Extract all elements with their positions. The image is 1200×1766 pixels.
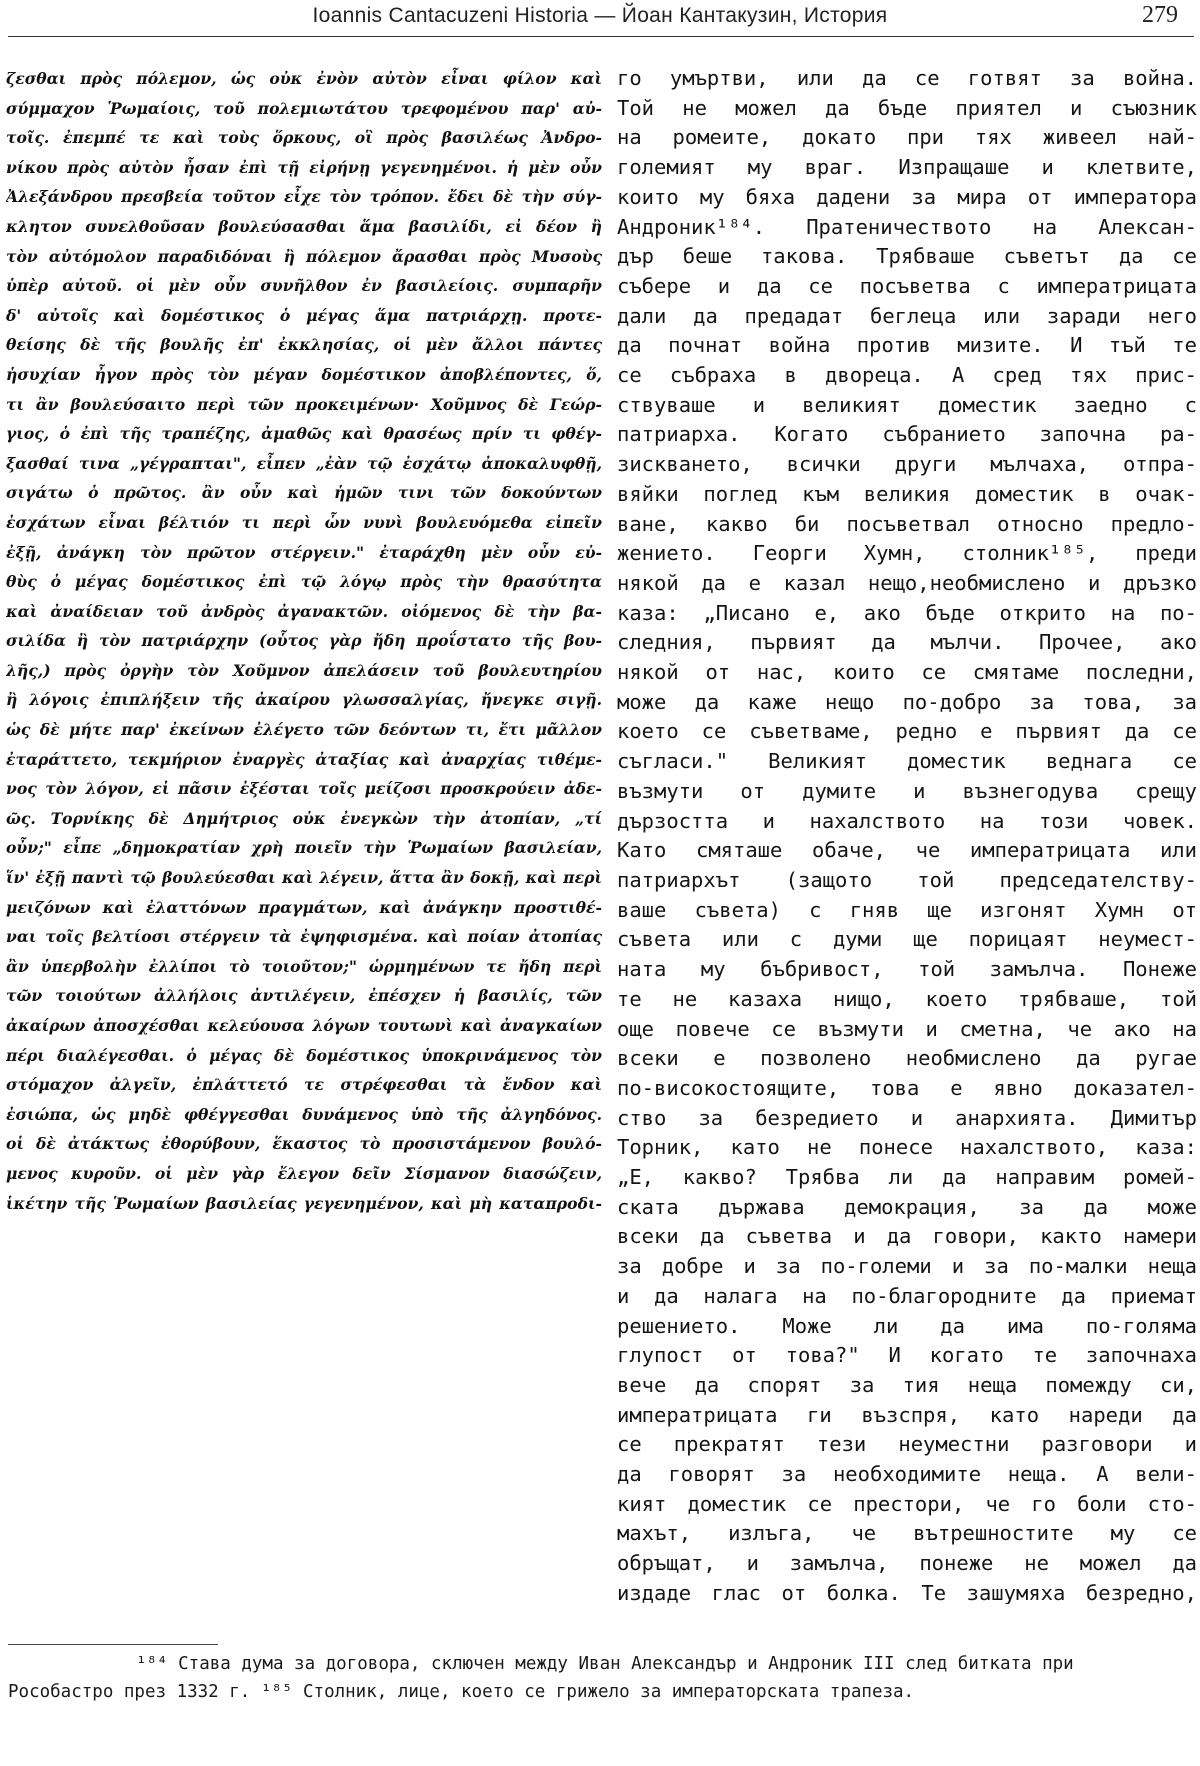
running-title: Ioannis Cantacuzeni Historia — Йоан Кантакузин, История — [312, 4, 888, 27]
greek-text-line: ἱκέτην τῆς Ῥωμαίων βασιλείας γεγενημένον, καὶ μὴ καταπροδι- — [6, 1193, 602, 1213]
bulgarian-text-line: дързостта и нахалството на този човек. — [617, 808, 1197, 833]
bulgarian-text-line: кият доместик се престори, че го боли сто- — [617, 1491, 1197, 1516]
bulgarian-text-line: ване, какво би посъветвал относно предло- — [617, 511, 1197, 536]
greek-text-line: λῆς,) πρὸς ὀργὴν τὸν Χοῦμνον ἀπελάσειν τοῦ βουλευτηρίου — [6, 660, 602, 680]
bulgarian-text-line: Той не можел да бъде приятел и съюзник — [617, 95, 1197, 120]
bulgarian-text-line: на ромеите, докато при тях живеел най- — [617, 125, 1197, 150]
greek-text-line: τῶν τοιούτων ἀλλήλοις ἀντιλέγειν, ἐπέσχεν ἡ βασιλίς, τῶν — [6, 986, 602, 1006]
footnote-184-185-continued: Рособастро през 1332 г. ¹⁸⁵ Столник, лице, което се грижело за императорската трапеза. — [8, 1682, 915, 1702]
greek-text-line: ὑπὲρ αὐτοῦ. οἱ μὲν οὖν συνῆλθον ἐν βασιλείοις. συμπαρῆν — [6, 276, 602, 296]
greek-text-line: ἀκαίρων ἀποσχέσθαι κελεύουσα λόγων τουτωνὶ καὶ ἀναγκαίων — [6, 1016, 602, 1035]
bulgarian-text-line: вяйки поглед към великия доместик в очак- — [617, 481, 1197, 506]
greek-text-column — [6, 64, 602, 1604]
bulgarian-text-line: издаде глас от болка. Те зашумяха безредно, — [617, 1580, 1197, 1604]
bulgarian-text-line: още повече се възмути и сметна, че ако на — [617, 1016, 1197, 1041]
page-number: 279 — [1142, 2, 1178, 28]
bulgarian-text-line: го умъртви, или да се готвят за война. — [617, 66, 1197, 90]
bulgarian-text-line: по-високостоящите, това е явно доказател- — [617, 1075, 1197, 1100]
greek-text-line: νίκου πρὸς αὐτὸν ἦσαν ἐπὶ τῇ εἰρήνῃ γεγενημένοι. ἡ μὲν οὖν — [6, 157, 602, 177]
greek-text-line: θείσης δὲ τῆς βουλῆς ἐπ' ἐκκλησίας, οἱ μὲν ἄλλοι πάντες — [6, 335, 602, 355]
bulgarian-text-line: се събраха в двореца. А сред тях прис- — [617, 363, 1197, 388]
greek-text-line: ὡς δὲ μήτε παρ' ἐκείνων ἐλέγετο τῶν δεόντων τι, ἔτι μᾶλλον — [6, 720, 602, 740]
greek-text-line: σιλίδα ἢ τὸν πατριάρχην (οὗτος γὰρ ἤδη προΐστατο τῆς βου- — [6, 631, 602, 651]
bulgarian-text-line: ната му бъбривост, той замълча. Понеже — [617, 957, 1197, 982]
bulgarian-text-column — [617, 64, 1197, 1604]
bulgarian-text-line: Андроник¹⁸⁴. Пратеничеството на Алексан- — [617, 214, 1197, 239]
footnote-184: ¹⁸⁴ Става дума за договора, сключен между Иван Александър и Андроник III след битката при — [136, 1654, 1074, 1674]
bulgarian-text-line: което се съветваме, редно е първият да се — [617, 719, 1197, 744]
bulgarian-text-line: се прекратят тези неуместни разговори и — [617, 1432, 1197, 1457]
bulgarian-text-line: дър беше такова. Трябваше съветът да се — [617, 244, 1197, 269]
header-rule — [8, 36, 1194, 37]
greek-text-line: σιγάτω ὁ πρῶτος. ἂν οὖν καὶ ἡμῶν τινι τῶν δοκούντων — [6, 483, 602, 503]
greek-text-line: ἐξῇ, ἀνάγκη τὸν πρῶτον στέργειν." ἐταράχθη μὲν οὖν εὐ- — [6, 542, 602, 562]
greek-text-line: ξασθαί τινα „γέγραπται", εἶπεν „ἐὰν τῷ ἐσχάτῳ ἀποκαλυφθῇ, — [6, 453, 602, 473]
greek-text-line: νος τὸν λόγον, εἰ πᾶσιν ἐξέσται τοῖς μείζοσι προσκρούειν ἀδε- — [6, 779, 602, 799]
bulgarian-text-line: ваше съвета) с гняв ще изгонят Хумн от — [617, 897, 1197, 922]
bulgarian-text-line: жението. Георги Хумн, столник¹⁸⁵, преди — [617, 541, 1197, 566]
bulgarian-text-line: и да налага на по-благородните да приемат — [617, 1283, 1197, 1308]
bulgarian-text-line: може да каже нещо по-добро за това, за — [617, 689, 1197, 714]
bulgarian-text-line: възмути от думите и възнегодува срещу — [617, 778, 1197, 803]
greek-text-line: τοῖς. ἐπεμπέ τε καὶ τοὺς ὅρκους, οἳ πρὸς βασιλέως Ἀνδρο- — [6, 128, 602, 148]
bulgarian-text-line: ствуваше и великият доместик заедно с — [617, 392, 1197, 417]
greek-text-line: τὸν αὐτόμολον παραδιδόναι ἢ πόλεμον ἄρασθαι πρὸς Μυσοὺς — [6, 246, 602, 266]
bulgarian-text-line: някой да е казал нещо,необмислено и дръзко — [617, 570, 1197, 595]
greek-text-line: δ' αὐτοῖς καὶ δομέστικος ὁ μέγας ἅμα πατριάρχῃ. προτε- — [6, 305, 602, 325]
greek-text-line: μειζόνων καὶ ἐλαττόνων πραγμάτων, καὶ ἀνάγκην προστιθέ- — [6, 897, 602, 917]
bulgarian-text-line: ската държава демокрация, за да може — [617, 1194, 1197, 1219]
bulgarian-text-line: всеки е позволено необмислено да ругае — [617, 1046, 1197, 1071]
greek-text-line: τι ἂν βουλεύσαιτο περὶ τῶν προκειμένων· Χοῦμνος δὲ Γεώρ- — [6, 394, 602, 414]
bulgarian-text-line: за добре и за по-големи и за по-малки неща — [617, 1254, 1197, 1279]
greek-text-line: ἂν ὑπερβολὴν ἐλλίποι τὸ τοιοῦτον;" ὡρμημένων τε ἤδη περὶ — [6, 956, 602, 976]
greek-text-line: μενος κυροῦν. οἱ μὲν γὰρ ἔλεγον δεῖν Σίσμανον διασώζειν, — [6, 1163, 602, 1183]
bulgarian-text-line: дали да предадат беглеца или заради него — [617, 303, 1197, 328]
bulgarian-text-line: вече да спорят за тия неща помежду си, — [617, 1372, 1197, 1397]
page-header — [0, 0, 1200, 44]
bulgarian-text-line: да почнат война против мизите. И тъй те — [617, 333, 1197, 358]
greek-text-line: οἱ δὲ ἀτάκτως ἐθορύβουν, ἕκαστος τὸ προσιστάμενον βουλό- — [6, 1134, 602, 1154]
bulgarian-text-line: „Е, какво? Трябва ли да направим ромей- — [617, 1165, 1197, 1190]
greek-text-line: σύμμαχον Ῥωμαίοις, τοῦ πολεμιωτάτου τρεφομένου παρ' αὐ- — [6, 98, 602, 118]
bulgarian-text-line: Като смяташе обаче, че императрицата или — [617, 838, 1197, 863]
bulgarian-text-line: големият му враг. Изпращаше и клетвите, — [617, 155, 1197, 180]
greek-text-line: ἐσχάτων εἶναι βέλτιόν τι περὶ ὧν νυνὶ βουλευόμεθα εἰπεῖν — [6, 512, 602, 532]
bulgarian-text-line: ство за безредието и анархията. Димитър — [617, 1105, 1197, 1130]
greek-text-line: κλητον συνελθοῦσαν βουλεύσασθαι ἅμα βασιλίδι, εἰ δέον ἢ — [6, 216, 602, 236]
bulgarian-text-line: които му бяха дадени за мира от императора — [617, 184, 1197, 209]
greek-text-line: ῶς. Τορνίκης δὲ Δημήτριος οὐκ ἐνεγκὼν τὴν ἀτοπίαν, „τί — [6, 808, 602, 828]
bulgarian-text-line: императрицата ги възспря, като нареди да — [617, 1402, 1197, 1427]
greek-text-line: ἐσιώπα, ὡς μηδὲ φθέγγεσθαι δυνάμενος ὑπὸ τῆς ἀλγηδόνος. — [6, 1104, 602, 1124]
greek-text-line: πέρι διαλέγεσθαι. ὁ μέγας δὲ δομέστικος ὑποκρινάμενος τὸν — [6, 1045, 602, 1065]
bulgarian-text-line: да говорят за необходимите неща. А вели- — [617, 1462, 1197, 1487]
bulgarian-text-line: каза: „Писано е, ако бъде открито на по- — [617, 600, 1197, 625]
bulgarian-text-line: решението. Може ли да има по-голяма — [617, 1313, 1197, 1338]
bulgarian-text-line: патриархът (защото той председателству- — [617, 867, 1197, 892]
greek-text-line: γιος, ὁ ἐπὶ τῆς τραπέζης, ἀμαθῶς καὶ θρασέως πρίν τι φθέγ- — [6, 424, 602, 444]
greek-text-line: Ἀλεξάνδρου πρεσβεία τοῦτον εἶχε τὸν τρόπον. ἔδει δὲ τὴν σύγ- — [6, 187, 602, 207]
greek-text-line: ἡσυχίαν ἦγον πρὸς τὸν μέγαν δομέστικον ἀποβλέποντες, ὅ, — [6, 364, 602, 384]
greek-text-line: ἵν' ἐξῇ παντὶ τῷ βουλεύεσθαι καὶ λέγειν, ἅττα ἂν δοκῇ, καὶ περὶ — [6, 868, 602, 888]
greek-text-line: θὺς ὁ μέγας δομέστικος ἐπὶ τῷ λόγῳ πρὸς τὴν θρασύτητα — [6, 572, 602, 592]
greek-text-line: καὶ ἀναίδειαν τοῦ ἀνδρὸς ἀγανακτῶν. οἰόμενος δὲ τὴν βα- — [6, 601, 602, 621]
bulgarian-text-line: Торник, като не понесе нахалството, каза: — [617, 1135, 1197, 1160]
bulgarian-text-line: съгласи." Великият доместик веднага се — [617, 749, 1197, 774]
greek-text-line: οὖν;" εἶπε „δημοκρατίαν χρὴ ποιεῖν τὴν Ῥωμαίων βασιλείαν, — [6, 838, 602, 858]
bulgarian-text-line: обръщат, и замълча, понеже не можел да — [617, 1551, 1197, 1576]
footnotes — [8, 1650, 1194, 1706]
bulgarian-text-line: махът, излъга, че вътрешностите му се — [617, 1521, 1197, 1546]
greek-text-line: ἢ λόγοις ἐπιπλήξειν τῆς ἀκαίρου γλωσσαλγίας, ἤνεγκε σιγῇ. — [6, 690, 602, 710]
bulgarian-text-line: зискването, всички други мълчаха, отпра- — [617, 452, 1197, 477]
bulgarian-text-line: събере и да се посъветва с императрицата — [617, 273, 1197, 298]
greek-text-line: ναι τοῖς βελτίοσι στέργειν τὰ ἐψηφισμένα. καὶ ποίαν ἀτοπίας — [6, 927, 602, 947]
footnote-rule — [8, 1644, 218, 1645]
greek-text-line: ζεσθαι πρὸς πόλεμον, ὡς οὐκ ἐνὸν αὐτὸν εἶναι φίλον καὶ — [6, 69, 602, 88]
bulgarian-text-line: някой от нас, които се смятаме последни, — [617, 660, 1197, 685]
bulgarian-text-line: всеки да съветва и да говори, както намери — [617, 1224, 1197, 1249]
greek-text-line: ἐταράττετο, τεκμήριον ἐναργὲς ἀταξίας καὶ ἀναρχίας τιθέμε- — [6, 749, 602, 769]
bulgarian-text-line: те не казаха нищо, което трябваше, той — [617, 986, 1197, 1011]
bulgarian-text-line: глупост от това?" И когато те започнаха — [617, 1343, 1197, 1368]
bulgarian-text-line: следния, първият да мълчи. Прочее, ако — [617, 630, 1197, 655]
bulgarian-text-line: съвета или с думи ще порицаят неумест- — [617, 927, 1197, 952]
bulgarian-text-line: патриарха. Когато събранието започна ра- — [617, 422, 1197, 447]
greek-text-line: στόμαχον ἀλγεῖν, ἐπλάττετό τε στρέφεσθαι τὰ ἔνδον καὶ — [6, 1075, 602, 1095]
